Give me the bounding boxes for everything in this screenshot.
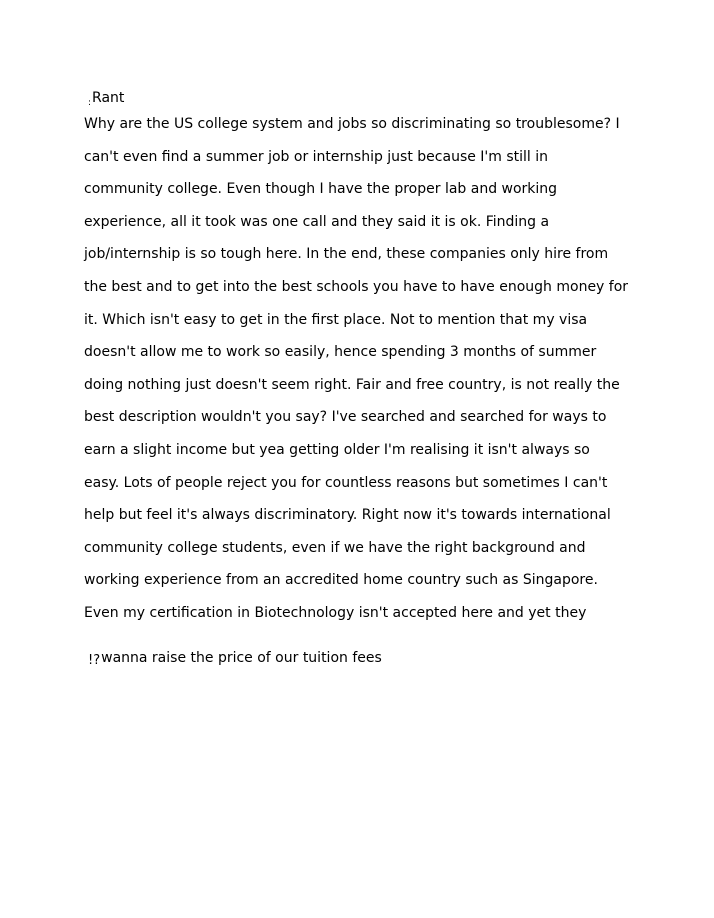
body-line: it. Which isn't easy to get in the first place. Not to mention that my visa [84,311,588,328]
body-line: earn a slight income but yea getting older I'm realising it isn't always so [84,441,590,458]
body-line: doesn't allow me to work so easily, hence spending 3 months of summer [84,344,597,361]
body-line: experience, all it took was one call and they said it is ok. Finding a [84,213,550,230]
heading-title: Rant [92,90,125,106]
body-line: community college. Even though I have the proper lab and working [84,181,558,198]
body-line: job/internship is so tough here. In the end, these companies only hire from [84,246,609,263]
body-line: help but feel it's always discriminatory. Right now it's towards international [84,507,611,524]
body-line: the best and to get into the best schools you have to have enough money for [84,278,629,295]
heading-prefix-mark: : [88,98,92,108]
body-paragraph [84,108,644,630]
closing-text: wanna raise the price of our tuition fees [101,650,382,666]
body-line: doing nothing just doesn't seem right. Fair and free country, is not really the [84,376,620,393]
body-line: Why are the US college system and jobs so discriminating so troublesome? I [84,116,620,132]
closing-prefix-mark: !? [88,653,101,668]
closing-line [88,648,382,671]
body-line: can't even find a summer job or internship just because I'm still in [84,148,549,165]
body-line: best description wouldn't you say? I've searched and searched for ways to [84,409,607,426]
body-line: easy. Lots of people reject you for countless reasons but sometimes I can't [84,474,608,491]
body-line: working experience from an accredited home country such as Singapore. [84,572,598,589]
body-line: community college students, even if we have the right background and [84,539,586,556]
body-line: Even my certification in Biotechnology isn't accepted here and yet they [84,604,587,621]
